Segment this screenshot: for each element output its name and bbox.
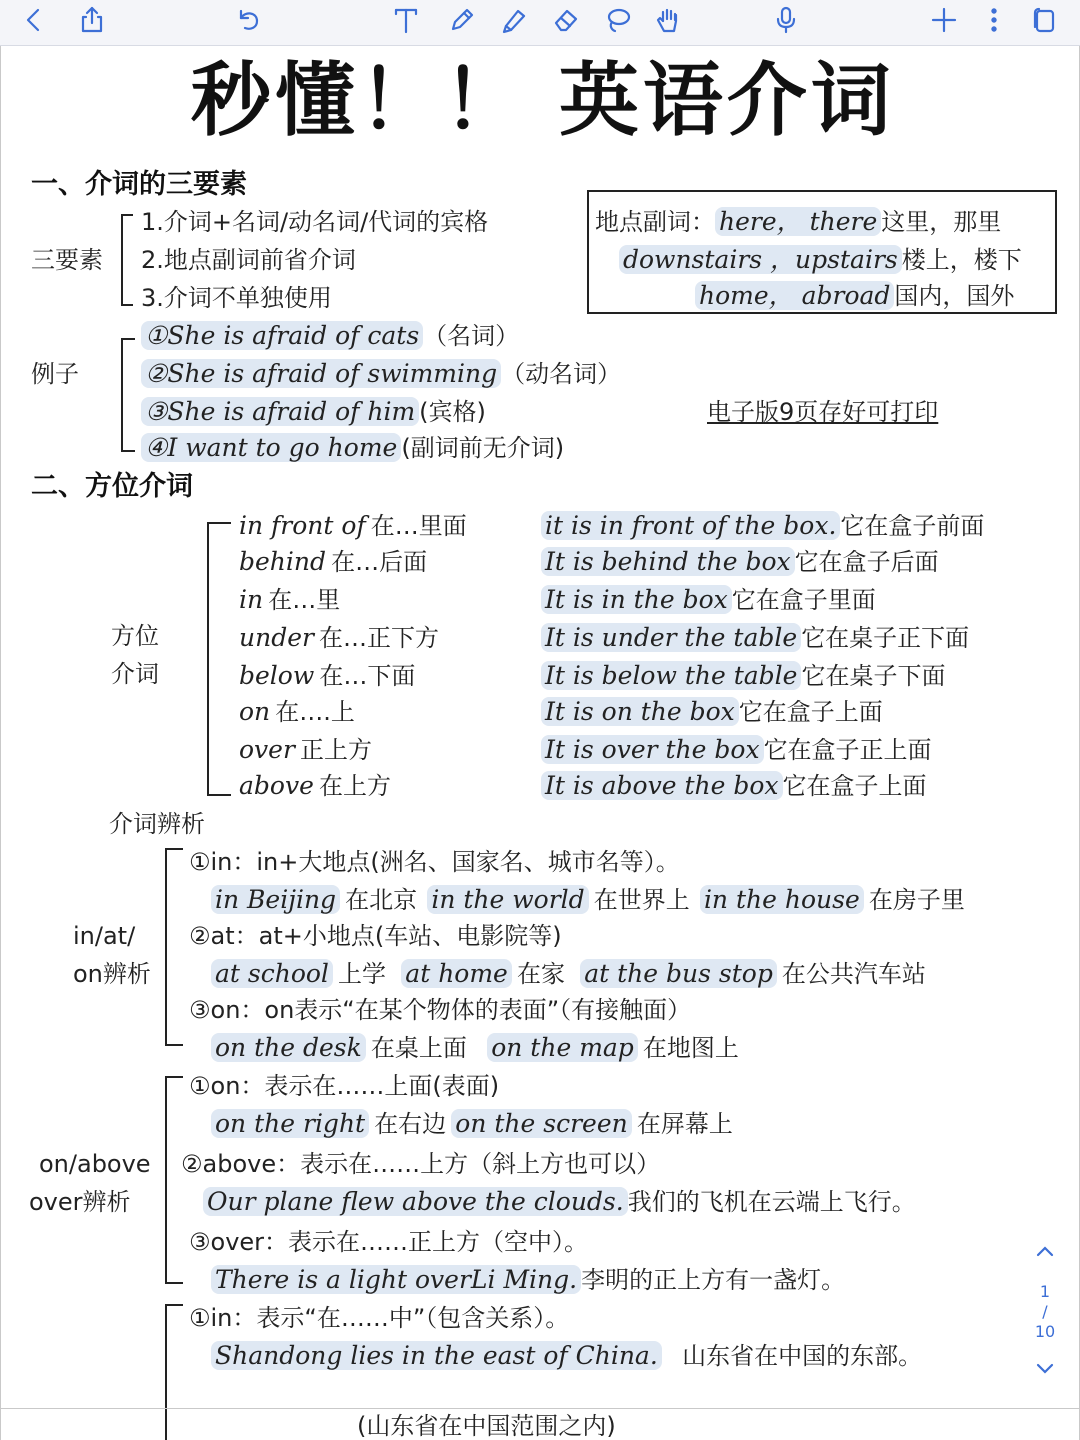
example-3: ③She is afraid of him (宾格)	[141, 396, 486, 428]
on-examples: on the desk 在桌上面 on the map 在地图上	[211, 1032, 739, 1064]
print-note: 电子版9页存好可打印	[707, 398, 939, 426]
hand-tool-icon[interactable]	[648, 0, 688, 40]
at-examples: at school 上学 at home 在家 at the bus stop 在公共汽车站	[211, 958, 926, 990]
box-line3-en: home， abroad	[695, 281, 894, 310]
highlighter-icon[interactable]	[494, 0, 534, 40]
direction-label-1: 方位	[111, 622, 159, 650]
prep-example-on: It is on the box 它在盒子上面	[541, 696, 883, 728]
prep-example-behind: It is behind the box 它在盒子后面	[541, 546, 939, 578]
in-inclusion-example: Shandong lies in the east of China. 山东省在中国的东部。	[211, 1340, 922, 1372]
prep-behind: behind 在…后面	[239, 547, 428, 576]
inaton-label-1: in/at/	[73, 922, 136, 950]
page-bottom-divider	[0, 1408, 1080, 1409]
page-navigator	[1022, 1240, 1068, 1400]
page-down-chevron-icon[interactable]	[1022, 1356, 1068, 1384]
total-pages: 10	[1034, 1322, 1056, 1341]
onabove-label-1: on/above	[39, 1150, 151, 1178]
prep-below: below 在…下面	[239, 661, 416, 690]
page-separator: /	[1042, 1302, 1048, 1321]
on-rule: ③on：on表示“在某个物体的表面”（有接触面）	[189, 996, 692, 1024]
in2-bracket	[165, 1304, 183, 1440]
analysis-heading: 介词辨析	[109, 810, 205, 838]
above-example: Our plane flew above the clouds. 我们的飞机在云端上飞行。	[203, 1186, 916, 1218]
prep-example-under: It is under the table 它在桌子正下面	[541, 622, 969, 654]
above-rule: ②above：表示在……上方（斜上方也可以）	[181, 1150, 661, 1178]
on-surface-rule: ①on：表示在……上面(表面)	[189, 1072, 500, 1100]
box-line2-en: downstairs ，upstairs	[619, 245, 902, 274]
over-rule: ③over：表示在……正上方（空中）。	[189, 1228, 589, 1256]
example-4: ④I want to go home (副词前无介词)	[141, 432, 564, 464]
examples-bracket	[121, 338, 135, 452]
prep-in-front-of: in front of 在…里面	[239, 511, 467, 540]
lasso-icon[interactable]	[598, 0, 638, 40]
current-page: 1	[1039, 1282, 1051, 1301]
prep-example-above: It is above the box 它在盒子上面	[541, 770, 927, 802]
example-1: ①She is afraid of cats （名词）	[141, 320, 519, 352]
in-inclusion-note: (山东省在中国范围之内)	[357, 1412, 616, 1440]
inaton-bracket	[165, 848, 183, 1046]
text-tool-icon[interactable]	[386, 0, 426, 40]
over-example: There is a light overLi Ming. 李明的正上方有一盏灯。	[211, 1264, 845, 1296]
example-2: ②She is afraid of swimming （动名词）	[141, 358, 621, 390]
place-adverb-box	[587, 190, 1057, 314]
more-options-icon[interactable]	[974, 0, 1014, 40]
onabove-label-2: over辨析	[29, 1188, 131, 1216]
rule-2: 2.地点副词前省介词	[141, 246, 356, 274]
box-line1-prefix: 地点副词：	[595, 208, 715, 236]
prep-over: over 正上方	[239, 735, 373, 764]
note-page	[0, 46, 1080, 1440]
examples-label: 例子	[31, 360, 79, 388]
direction-bracket	[207, 522, 231, 796]
prep-on: on 在….上	[239, 697, 355, 726]
prep-example-in-front-of: it is in front of the box. 它在盒子前面	[541, 510, 984, 542]
rule-3: 3.介词不单独使用	[141, 284, 332, 312]
onabove-bracket	[165, 1076, 183, 1284]
section1-heading: 一、介词的三要素	[31, 169, 247, 200]
on-surface-examples: on the right 在右边 on the screen 在屏幕上	[211, 1108, 733, 1140]
box-line1-en: here， there	[715, 207, 881, 236]
back-chevron-icon[interactable]	[14, 0, 54, 40]
rules-bracket	[121, 214, 133, 306]
eraser-icon[interactable]	[546, 0, 586, 40]
in-rule: ①in：in+大地点(洲名、国家名、城市名等）。	[189, 848, 680, 876]
microphone-icon[interactable]	[766, 0, 806, 40]
page-up-chevron-icon[interactable]	[1022, 1240, 1068, 1268]
share-icon[interactable]	[72, 0, 112, 40]
box-line2-cn: 楼上，楼下	[901, 246, 1022, 274]
prep-under: under 在…正下方	[239, 623, 440, 652]
at-rule: ②at：at+小地点(车站、电影院等)	[189, 922, 562, 950]
undo-icon[interactable]	[228, 0, 268, 40]
toolbar	[0, 0, 1080, 46]
in-inclusion-rule: ①in：表示“在……中”（包含关系）。	[189, 1304, 570, 1332]
prep-example-below: It is below the table 它在桌子下面	[541, 660, 945, 692]
page-title: 秒懂！！ 英语介词	[191, 54, 895, 147]
pen-tool-icon[interactable]	[442, 0, 482, 40]
add-icon[interactable]	[924, 0, 964, 40]
inaton-label-2: on辨析	[73, 960, 151, 988]
prep-in: in 在…里	[239, 585, 341, 614]
direction-label-2: 介词	[111, 660, 159, 688]
box-line3-cn: 国内，国外	[894, 282, 1015, 310]
prep-above: above 在上方	[239, 771, 391, 800]
section2-heading: 二、方位介词	[31, 471, 193, 502]
box-line1-cn: 这里，那里	[881, 208, 1002, 236]
pages-icon[interactable]	[1024, 0, 1064, 40]
three-elements-label: 三要素	[31, 246, 103, 274]
prep-example-in: It is in the box 它在盒子里面	[541, 584, 876, 616]
in-examples: in Beijing 在北京 in the world 在世界上 in the house 在房子里	[211, 884, 965, 916]
prep-example-over: It is over the box 它在盒子正上面	[541, 734, 932, 766]
rule-1: 1.介词+名词/动名词/代词的宾格	[141, 208, 489, 236]
